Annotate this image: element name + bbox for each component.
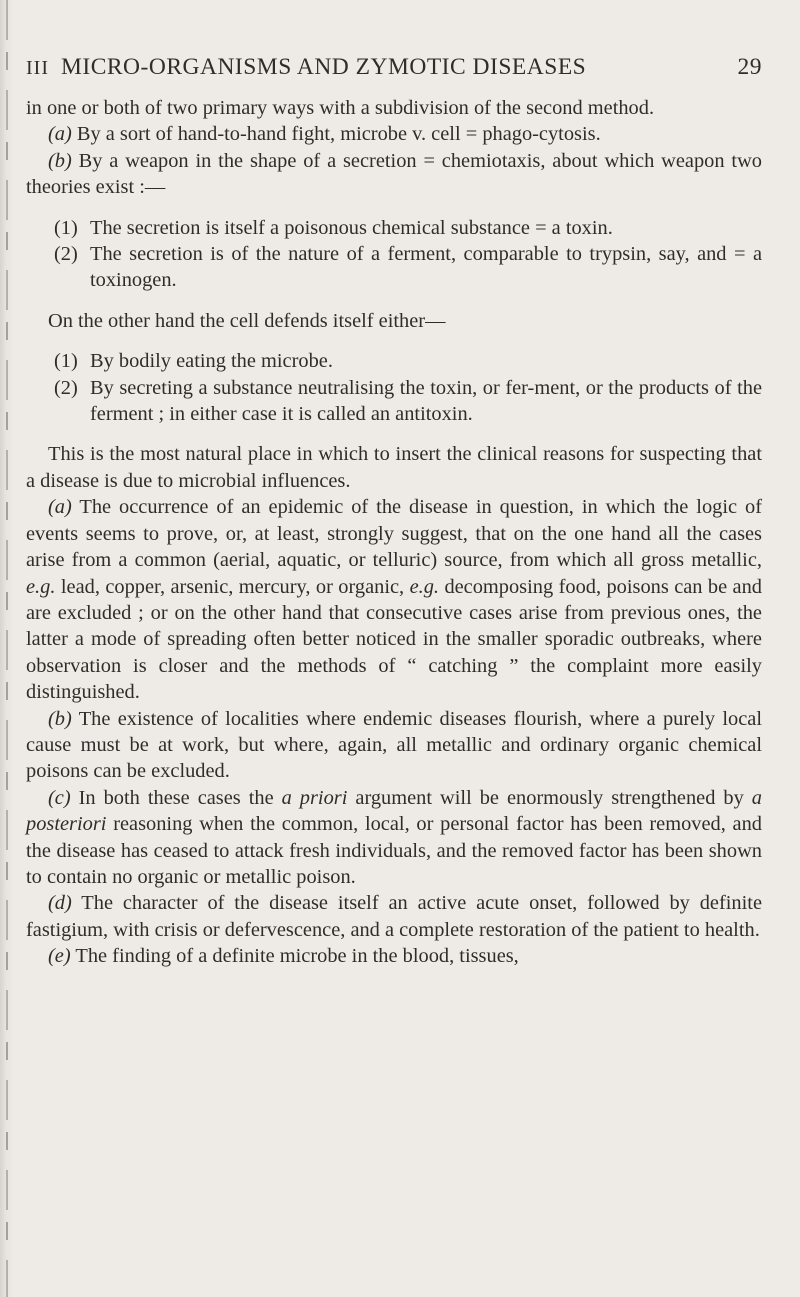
italic-text: e.g. (409, 575, 440, 598)
list-item (54, 215, 762, 241)
paragraph-text: By a weapon in the shape of a secretion = chemiotaxis, about which weapon two theories exist :— (26, 149, 762, 199)
clinical-reason-d (26, 890, 762, 943)
clinical-reason-e (26, 943, 762, 969)
page-number: 29 (737, 54, 762, 80)
italic-text: a posteriori (26, 786, 762, 836)
item-label: (a) (48, 123, 72, 146)
theories-list (54, 215, 762, 294)
clinical-reason-a (26, 494, 762, 705)
binding-edge (6, 0, 8, 1297)
list-number: (1) (54, 350, 78, 373)
list-number: (1) (54, 216, 78, 239)
body-text (26, 95, 762, 970)
text-run: The existence of localities where endemic diseases flourish, where a purely local cause must be at work, but where, again, all metallic and ordinary organic chemical poisons can be excluded. (26, 707, 762, 783)
text-run: In both these cases the (78, 786, 274, 809)
defences-list (54, 348, 762, 427)
paragraph (26, 121, 762, 147)
item-label: (e) (48, 945, 71, 968)
list-text: The secretion is of the nature of a ferment, comparable to trypsin, say, and = a toxinogen. (90, 243, 762, 292)
running-title: MICRO-ORGANISMS AND ZYMOTIC DISEASES (60, 54, 587, 80)
clinical-reason-c (26, 785, 762, 891)
chapter-number: III (26, 57, 49, 79)
list-number: (2) (54, 243, 78, 266)
italic-text: e.g. (26, 575, 56, 598)
text-run: The occurrence of an epidemic of the disease in question, in which the logic of events seems to prove, or, at least, strongly suggest, that on the one hand all the cases arise from a common (aerial, aquatic, or telluric) source, from which all gross metallic, (26, 496, 762, 572)
list-text: The secretion is itself a poisonous chemical substance = a toxin. (90, 216, 613, 239)
list-text: By secreting a substance neutralising the toxin, or fer-ment, or the products of the ferment ; in either case it is called an antitoxin. (90, 376, 762, 426)
paragraph: This is the most natural place in which to insert the clinical reasons for suspecting that a disease is due to microbial influences. (26, 443, 762, 492)
text-run: The character of the disease itself an active acute onset, followed by definite fastigium, with crisis or defervescence, and a complete restoration of the patient to health. (26, 892, 762, 941)
text-run: reasoning when the common, local, or personal factor has been removed, and the disease has ceased to attack fresh individuals, and the removed factor has been shown to contain no organic or metallic poison. (26, 813, 762, 888)
italic-text: a priori (281, 786, 348, 809)
text-run: The finding of a definite microbe in the blood, tissues, (75, 945, 519, 968)
list-item (54, 375, 762, 428)
paragraph-text: By a sort of hand-to-hand fight, microbe v. cell = phago-cytosis. (76, 123, 601, 146)
clinical-reason-b (26, 706, 762, 785)
list-number: (2) (54, 376, 78, 399)
item-label: (c) (48, 786, 71, 809)
list-item (54, 241, 762, 294)
item-label: (b) (48, 707, 72, 730)
paragraph: in one or both of two primary ways with a subdivision of the second method. (26, 97, 655, 119)
item-label: (d) (48, 892, 72, 915)
text-run: argument will be enormously strengthened by (355, 786, 744, 809)
running-header (26, 54, 762, 81)
paragraph: On the other hand the cell defends itself either— (48, 309, 446, 332)
text-run: lead, copper, arsenic, mercury, or organic, (60, 575, 405, 598)
item-label: (a) (48, 496, 72, 519)
book-page (26, 54, 762, 970)
text-run: decomposing food, poisons can be and are excluded ; or on the other hand that consecutive cases arise from previous ones, the latter a mode of spreading often better noticed in the smaller sporadic outbreaks, where observation is closer and the methods of “ catching ” the complaint more easily distinguished. (26, 575, 762, 704)
list-item (54, 348, 762, 374)
item-label: (b) (48, 149, 72, 172)
list-text: By bodily eating the microbe. (90, 350, 333, 373)
paragraph (26, 148, 762, 201)
